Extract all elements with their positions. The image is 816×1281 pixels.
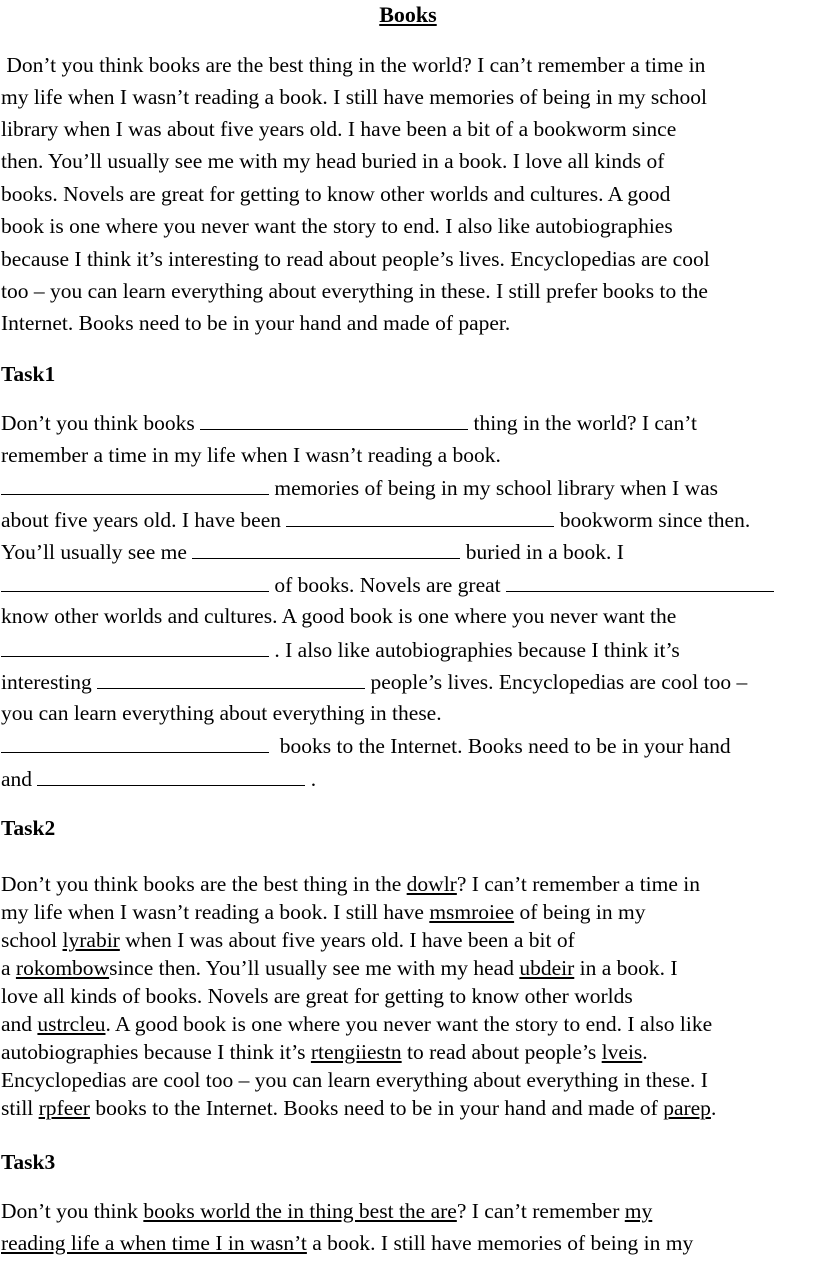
scrambled-word: lveis [601, 1040, 643, 1064]
task1-line [1, 571, 774, 598]
fill-blank[interactable] [286, 506, 554, 527]
task1-text: books to the Internet. Books need to be in your hand [269, 734, 731, 758]
scrambled-word: rpfeer [38, 1096, 90, 1120]
task2-text: when I was about five years old. I have been a bit of [119, 928, 575, 952]
passage-line: too – you can learn everything about everything in these. I still prefer books to the [1, 279, 708, 303]
task1-text: people’s lives. Encyclopedias are cool too – [365, 670, 748, 694]
task1-line: remember a time in my life when I wasn’t reading a book. [1, 443, 501, 467]
scrambled-word: lyrabir [62, 928, 120, 952]
task2-line [1, 899, 645, 925]
task1-text: You’ll usually see me [1, 540, 193, 564]
passage-line: books. Novels are great for getting to know other worlds and cultures. A good [1, 182, 671, 206]
task1-text: interesting [1, 670, 98, 694]
task2-text: a [1, 956, 16, 980]
task1-text: of books. Novels are great [269, 573, 507, 597]
task2-text: school [1, 928, 63, 952]
task2-heading: Task2 [1, 816, 56, 840]
passage-line: book is one where you never want the story to end. I also like autobiographies [1, 214, 673, 238]
task2-text: still [1, 1096, 39, 1120]
scrambled-word: ubdeir [519, 956, 575, 980]
task2-line [1, 955, 678, 981]
fill-blank[interactable] [506, 571, 774, 592]
scrambled-word: rokombow [15, 956, 110, 980]
fill-blank[interactable] [37, 765, 305, 786]
passage-line: my life when I wasn’t reading a book. I still have memories of being in my school [1, 85, 707, 109]
task2-line [1, 1011, 712, 1037]
task1-text: thing in the world? I can’t [468, 411, 697, 435]
task1-heading: Task1 [1, 362, 56, 386]
task2-text: to read about people’s [401, 1040, 602, 1064]
scrambled-word: parep [663, 1096, 711, 1120]
scrambled-word: ustrcleu [37, 1012, 106, 1036]
task1-text: buried in a book. I [460, 540, 624, 564]
task1-text: about five years old. I have been [1, 508, 287, 532]
page-title: Books [379, 2, 437, 27]
task1-line [1, 506, 750, 533]
task2-line [1, 1095, 716, 1121]
task1-line [1, 474, 718, 501]
task1-text: Don’t you think books [1, 411, 201, 435]
task3-text: ? I can’t remember [456, 1199, 625, 1223]
fill-blank[interactable] [97, 668, 365, 689]
task2-text: . [642, 1040, 648, 1064]
task2-text: my life when I wasn’t reading a book. I still have [1, 900, 430, 924]
fill-blank[interactable] [192, 538, 460, 559]
task2-text: since then. You’ll usually see me with my head [109, 956, 520, 980]
task3-text: a book. I still have memories of being in my [306, 1231, 694, 1255]
task1-line: know other worlds and cultures. A good book is one where you never want the [1, 604, 677, 628]
task1-text: memories of being in my school library when I was [269, 476, 719, 500]
scrambled-word: msmroiee [429, 900, 515, 924]
task2-line: love all kinds of books. Novels are great for getting to know other worlds [1, 984, 633, 1008]
task2-text: . A good book is one where you never want the story to end. I also like [105, 1012, 713, 1036]
fill-blank[interactable] [1, 732, 269, 753]
task1-line [1, 765, 316, 792]
fill-blank[interactable] [1, 571, 269, 592]
passage-line: Internet. Books need to be in your hand and made of paper. [1, 311, 511, 335]
task1-line [1, 538, 624, 565]
task1-text: . [305, 767, 317, 791]
task2-line: Encyclopedias are cool too – you can learn everything about everything in these. I [1, 1068, 708, 1092]
task2-text: ? I can’t remember a time in [456, 872, 700, 896]
task1-text: bookworm since then. [554, 508, 751, 532]
task1-line: you can learn everything about everything in these. [1, 701, 442, 725]
task1-line [1, 409, 697, 436]
fill-blank[interactable] [1, 474, 269, 495]
scrambled-sentence: books world the in thing best the are [143, 1199, 457, 1223]
task3-heading: Task3 [1, 1150, 56, 1174]
scrambled-word: rtengiiestn [310, 1040, 402, 1064]
task1-line [1, 636, 680, 663]
task2-text: autobiographies because I think it’s [1, 1040, 311, 1064]
task2-text: in a book. I [574, 956, 678, 980]
task3-line [1, 1198, 652, 1224]
task2-text: of being in my [514, 900, 646, 924]
passage-line: library when I was about five years old. I have been a bit of a bookworm since [1, 117, 677, 141]
task1-line [1, 732, 731, 759]
task3-line [1, 1230, 693, 1256]
task2-text: Don’t you think books are the best thing in the [1, 872, 407, 896]
fill-blank[interactable] [200, 409, 468, 430]
passage-line: because I think it’s interesting to read about people’s lives. Encyclopedias are cool [1, 247, 710, 271]
task2-text: books to the Internet. Books need to be in your hand and made of [89, 1096, 664, 1120]
scrambled-word: dowlr [406, 872, 457, 896]
task1-text: . I also like autobiographies because I think it’s [269, 638, 680, 662]
task2-line [1, 1039, 648, 1065]
fill-blank[interactable] [1, 636, 269, 657]
scrambled-sentence: my [624, 1199, 653, 1223]
passage-line: then. You’ll usually see me with my head buried in a book. I love all kinds of [1, 149, 665, 173]
task2-line [1, 871, 700, 897]
task1-line [1, 668, 747, 695]
passage-line: Don’t you think books are the best thing in the world? I can’t remember a time in [1, 53, 706, 77]
task1-text: and [1, 767, 38, 791]
task3-text: Don’t you think [1, 1199, 144, 1223]
task2-line [1, 927, 575, 953]
task2-text: . [710, 1096, 717, 1120]
scrambled-sentence: reading life a when time I in wasn’t [1, 1231, 307, 1255]
task2-text: and [1, 1012, 38, 1036]
